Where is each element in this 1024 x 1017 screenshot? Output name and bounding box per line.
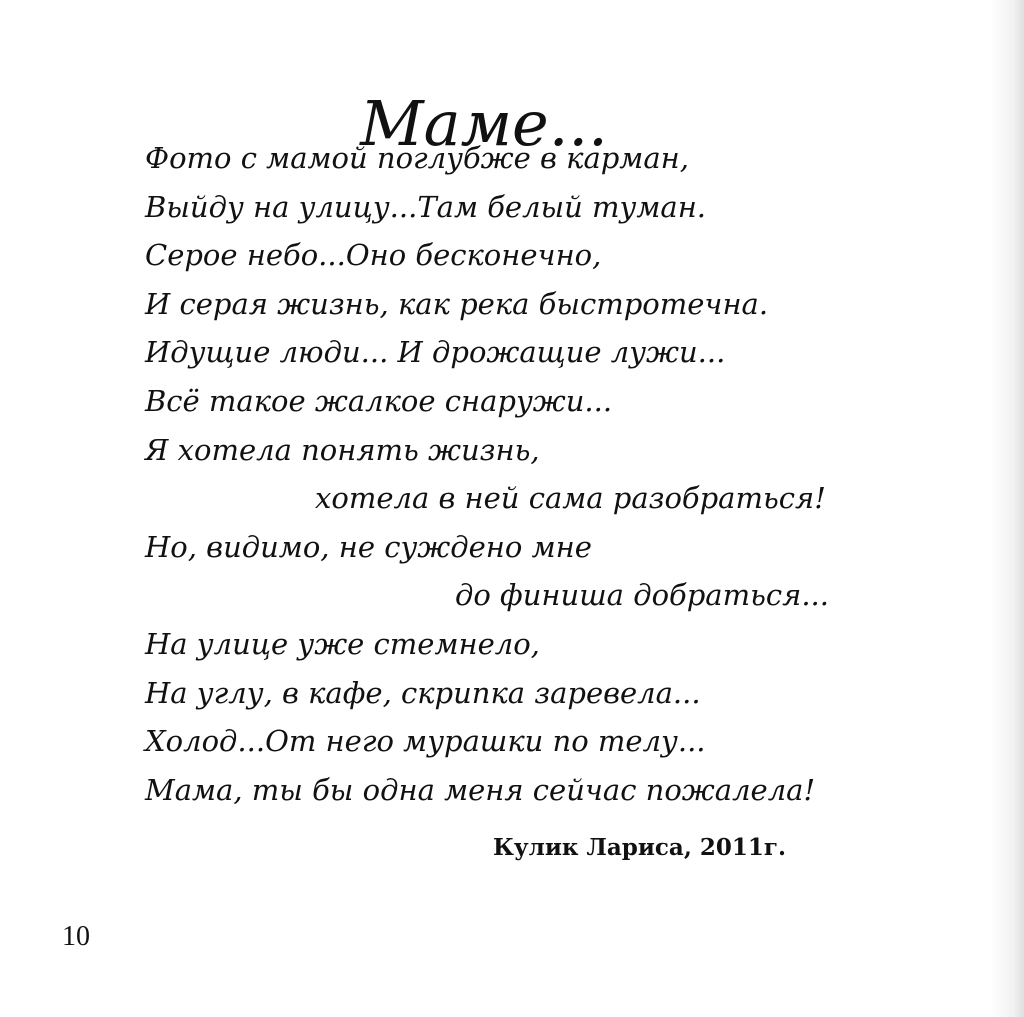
poem-line: Выйду на улицу...Там белый туман. [145,189,707,224]
poem-line: И серая жизнь, как река быстротечна. [145,286,769,321]
poem-line: Мама, ты бы одна меня сейчас пожалела! [145,772,816,807]
author-signature: Кулик Лариса, 2011г. [493,834,786,861]
poem-line: Идущие люди... И дрожащие лужи... [145,335,726,370]
poem-body [145,134,905,814]
page-edge-shadow [990,0,1024,1017]
page-number: 10 [62,921,90,952]
poem-line: Я хотела понять жизнь, [145,432,540,467]
poem-line: Фото с мамой поглубже в карман, [145,141,689,175]
poem-line: хотела в ней сама разобраться! [315,481,826,516]
poem-line: до финиша добраться... [455,578,829,613]
poem-line: На улице уже стемнело, [145,626,540,661]
poem-line: Холод...От него мурашки по телу... [145,724,706,759]
poem-line: На углу, в кафе, скрипка заревела... [145,675,701,710]
poem-line: Но, видимо, не суждено мне [145,529,592,564]
poem-line: Серое небо...Оно бесконечно, [145,238,602,273]
poem-line: Всё такое жалкое снаружи... [145,383,613,418]
poem-title: Маме... [360,86,608,160]
